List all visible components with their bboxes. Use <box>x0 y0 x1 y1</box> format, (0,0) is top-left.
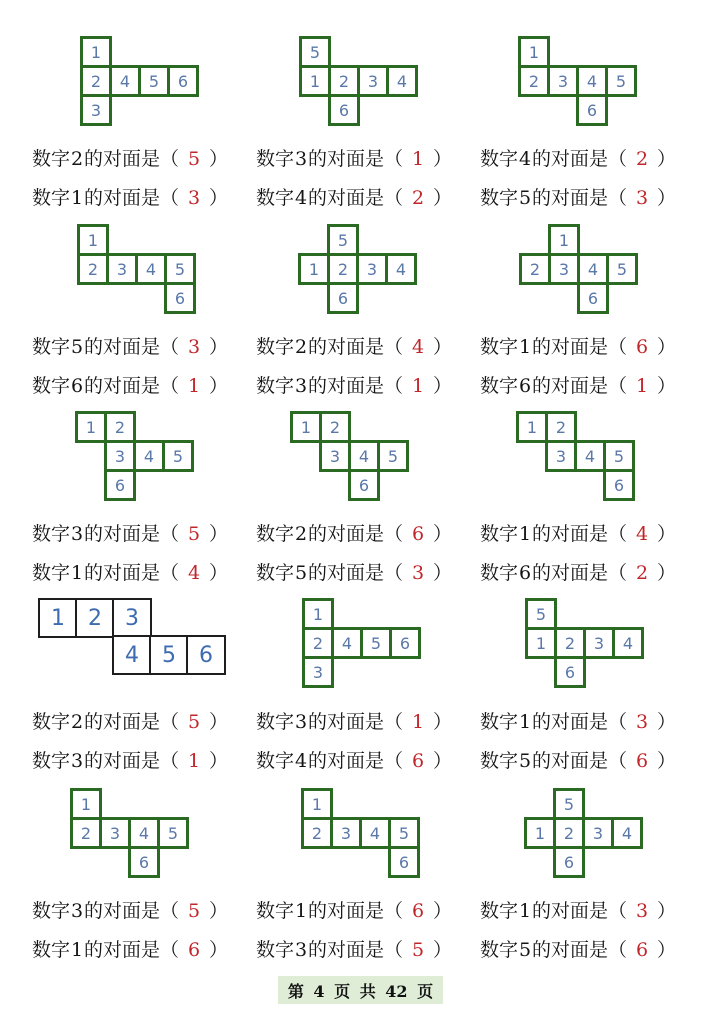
answer-value: 6 <box>635 750 649 772</box>
question-prefix: 数字 <box>256 711 295 733</box>
question-number: 2 <box>294 523 308 545</box>
answer-value: 5 <box>187 523 201 545</box>
question-number: 2 <box>70 711 84 733</box>
answer-value: 3 <box>635 187 649 209</box>
answer-value: 4 <box>411 336 425 358</box>
question-suffix: ） <box>657 187 677 209</box>
question-prefix: 数字 <box>32 750 71 772</box>
question-middle: 的对面是（ <box>532 523 628 545</box>
question-suffix: ） <box>433 711 453 733</box>
question-number: 1 <box>70 939 84 961</box>
net-8-face: 6 <box>348 469 380 501</box>
question-line <box>256 711 452 733</box>
answer-value: 5 <box>187 711 201 733</box>
net-6-face: 3 <box>548 253 580 285</box>
net-12-face: 3 <box>583 627 615 659</box>
net-8-face: 4 <box>348 440 380 472</box>
net-6-face: 6 <box>577 282 609 314</box>
question-prefix: 数字 <box>256 523 295 545</box>
question-line <box>480 750 676 772</box>
question-suffix: ） <box>209 336 229 358</box>
question-number: 6 <box>518 375 532 397</box>
question-prefix: 数字 <box>256 562 295 584</box>
net-10-face: 3 <box>112 598 152 638</box>
question-number: 4 <box>518 148 532 170</box>
question-line <box>480 939 676 961</box>
question-middle: 的对面是（ <box>532 336 628 358</box>
net-6-face: 1 <box>548 224 580 256</box>
net-3-face: 1 <box>518 36 550 68</box>
net-12-face: 6 <box>554 656 586 688</box>
answer-value: 1 <box>635 375 649 397</box>
net-1-face: 5 <box>138 65 170 97</box>
answer-value: 1 <box>411 711 425 733</box>
question-suffix: ） <box>209 711 229 733</box>
net-13-face: 5 <box>157 817 189 849</box>
question-suffix: ） <box>209 523 229 545</box>
question-number: 1 <box>518 900 532 922</box>
question-line <box>32 750 228 772</box>
question-number: 1 <box>518 523 532 545</box>
question-middle: 的对面是（ <box>84 187 180 209</box>
question-line <box>256 900 452 922</box>
question-suffix: ） <box>657 939 677 961</box>
question-middle: 的对面是（ <box>84 711 180 733</box>
question-middle: 的对面是（ <box>84 523 180 545</box>
question-line <box>480 375 676 397</box>
question-number: 5 <box>518 750 532 772</box>
question-number: 3 <box>294 711 308 733</box>
question-suffix: ） <box>209 939 229 961</box>
net-14-face: 2 <box>301 817 333 849</box>
question-line <box>32 711 228 733</box>
net-4-face: 1 <box>77 224 109 256</box>
net-14-face: 4 <box>359 817 391 849</box>
net-9-face: 1 <box>516 411 548 443</box>
question-number: 3 <box>70 900 84 922</box>
net-3-face: 6 <box>576 94 608 126</box>
net-8-face: 1 <box>290 411 322 443</box>
question-prefix: 数字 <box>480 750 519 772</box>
net-12-face: 1 <box>525 627 557 659</box>
question-suffix: ） <box>433 336 453 358</box>
answer-value: 3 <box>635 900 649 922</box>
question-suffix: ） <box>209 562 229 584</box>
question-suffix: ） <box>433 148 453 170</box>
net-14-face: 3 <box>330 817 362 849</box>
question-suffix: ） <box>657 562 677 584</box>
question-line <box>32 336 228 358</box>
net-2-face: 2 <box>328 65 360 97</box>
net-1-face: 6 <box>167 65 199 97</box>
net-4-face: 5 <box>164 253 196 285</box>
question-number: 5 <box>70 336 84 358</box>
question-line <box>480 148 676 170</box>
question-suffix: ） <box>657 523 677 545</box>
question-middle: 的对面是（ <box>308 939 404 961</box>
question-prefix: 数字 <box>32 523 71 545</box>
question-middle: 的对面是（ <box>84 148 180 170</box>
question-number: 1 <box>70 187 84 209</box>
question-line <box>32 148 228 170</box>
question-middle: 的对面是（ <box>308 523 404 545</box>
question-line <box>32 939 228 961</box>
net-15-face: 6 <box>553 846 585 878</box>
question-suffix: ） <box>209 187 229 209</box>
question-suffix: ） <box>433 187 453 209</box>
net-1-face: 4 <box>109 65 141 97</box>
question-suffix: ） <box>657 750 677 772</box>
net-15-face: 4 <box>611 817 643 849</box>
question-line <box>480 900 676 922</box>
net-5-face: 2 <box>327 253 359 285</box>
answer-value: 5 <box>187 900 201 922</box>
net-3-face: 4 <box>576 65 608 97</box>
question-number: 1 <box>70 562 84 584</box>
net-5-face: 1 <box>298 253 330 285</box>
net-13-face: 6 <box>128 846 160 878</box>
question-prefix: 数字 <box>480 523 519 545</box>
question-middle: 的对面是（ <box>532 562 628 584</box>
net-12-face: 5 <box>525 598 557 630</box>
net-15-face: 3 <box>582 817 614 849</box>
net-10-face: 5 <box>149 635 189 675</box>
question-middle: 的对面是（ <box>532 711 628 733</box>
answer-value: 6 <box>411 900 425 922</box>
question-middle: 的对面是（ <box>84 750 180 772</box>
net-2-face: 5 <box>299 36 331 68</box>
net-10-face: 2 <box>75 598 115 638</box>
net-15-face: 1 <box>524 817 556 849</box>
question-prefix: 数字 <box>480 562 519 584</box>
question-suffix: ） <box>433 523 453 545</box>
question-middle: 的对面是（ <box>84 336 180 358</box>
net-5-face: 5 <box>327 224 359 256</box>
net-12-face: 4 <box>612 627 644 659</box>
question-number: 6 <box>70 375 84 397</box>
question-prefix: 数字 <box>32 375 71 397</box>
answer-value: 3 <box>187 336 201 358</box>
question-suffix: ） <box>209 750 229 772</box>
question-number: 3 <box>70 750 84 772</box>
question-prefix: 数字 <box>480 148 519 170</box>
answer-value: 6 <box>411 750 425 772</box>
question-number: 1 <box>518 336 532 358</box>
question-prefix: 数字 <box>32 711 71 733</box>
answer-value: 3 <box>411 562 425 584</box>
net-5-face: 6 <box>327 282 359 314</box>
question-line <box>256 187 452 209</box>
question-number: 1 <box>294 900 308 922</box>
question-line <box>32 375 228 397</box>
net-11-face: 1 <box>302 598 334 630</box>
net-6-face: 4 <box>577 253 609 285</box>
net-7-face: 2 <box>104 411 136 443</box>
question-prefix: 数字 <box>32 939 71 961</box>
net-7-face: 1 <box>75 411 107 443</box>
question-number: 3 <box>294 148 308 170</box>
question-prefix: 数字 <box>480 187 519 209</box>
question-middle: 的对面是（ <box>532 148 628 170</box>
answer-value: 4 <box>187 562 201 584</box>
question-prefix: 数字 <box>480 375 519 397</box>
question-number: 4 <box>294 187 308 209</box>
question-middle: 的对面是（ <box>84 375 180 397</box>
answer-value: 1 <box>187 375 201 397</box>
question-middle: 的对面是（ <box>308 336 404 358</box>
answer-value: 5 <box>187 148 201 170</box>
answer-value: 6 <box>411 523 425 545</box>
question-prefix: 数字 <box>256 148 295 170</box>
question-line <box>32 187 228 209</box>
answer-value: 6 <box>635 939 649 961</box>
net-3-face: 5 <box>605 65 637 97</box>
question-line <box>256 523 452 545</box>
question-middle: 的对面是（ <box>308 148 404 170</box>
net-4-face: 4 <box>135 253 167 285</box>
question-suffix: ） <box>657 148 677 170</box>
question-number: 3 <box>70 523 84 545</box>
net-4-face: 2 <box>77 253 109 285</box>
net-2-face: 1 <box>299 65 331 97</box>
question-middle: 的对面是（ <box>308 562 404 584</box>
question-line <box>480 711 676 733</box>
net-13-face: 3 <box>99 817 131 849</box>
question-line <box>256 562 452 584</box>
question-middle: 的对面是（ <box>308 711 404 733</box>
net-3-face: 3 <box>547 65 579 97</box>
question-prefix: 数字 <box>256 375 295 397</box>
question-number: 2 <box>294 336 308 358</box>
question-middle: 的对面是（ <box>532 187 628 209</box>
net-9-face: 3 <box>545 440 577 472</box>
net-15-face: 2 <box>553 817 585 849</box>
answer-value: 4 <box>635 523 649 545</box>
question-suffix: ） <box>209 148 229 170</box>
question-line <box>480 336 676 358</box>
answer-value: 2 <box>411 187 425 209</box>
net-9-face: 6 <box>603 469 635 501</box>
net-14-face: 6 <box>388 846 420 878</box>
question-suffix: ） <box>433 900 453 922</box>
net-6-face: 2 <box>519 253 551 285</box>
question-line <box>480 523 676 545</box>
question-number: 5 <box>518 187 532 209</box>
question-middle: 的对面是（ <box>308 187 404 209</box>
question-prefix: 数字 <box>480 939 519 961</box>
answer-value: 1 <box>411 375 425 397</box>
net-1-face: 2 <box>80 65 112 97</box>
question-middle: 的对面是（ <box>532 939 628 961</box>
net-8-face: 2 <box>319 411 351 443</box>
net-9-face: 5 <box>603 440 635 472</box>
question-line <box>256 939 452 961</box>
question-middle: 的对面是（ <box>532 375 628 397</box>
question-prefix: 数字 <box>32 900 71 922</box>
question-middle: 的对面是（ <box>308 375 404 397</box>
question-suffix: ） <box>657 900 677 922</box>
net-11-face: 3 <box>302 656 334 688</box>
question-line <box>256 750 452 772</box>
net-14-face: 1 <box>301 788 333 820</box>
question-line <box>480 562 676 584</box>
net-8-face: 5 <box>377 440 409 472</box>
net-8-face: 3 <box>319 440 351 472</box>
question-number: 6 <box>518 562 532 584</box>
question-suffix: ） <box>657 711 677 733</box>
net-5-face: 3 <box>356 253 388 285</box>
answer-value: 1 <box>411 148 425 170</box>
net-6-face: 5 <box>606 253 638 285</box>
question-prefix: 数字 <box>32 187 71 209</box>
question-prefix: 数字 <box>256 336 295 358</box>
net-10-face: 6 <box>186 635 226 675</box>
question-suffix: ） <box>433 750 453 772</box>
question-number: 4 <box>294 750 308 772</box>
net-7-face: 3 <box>104 440 136 472</box>
net-11-face: 5 <box>360 627 392 659</box>
answer-value: 3 <box>187 187 201 209</box>
question-line <box>32 562 228 584</box>
question-prefix: 数字 <box>480 900 519 922</box>
net-4-face: 6 <box>164 282 196 314</box>
net-7-face: 4 <box>133 440 165 472</box>
net-13-face: 2 <box>70 817 102 849</box>
answer-value: 3 <box>635 711 649 733</box>
net-11-face: 6 <box>389 627 421 659</box>
question-prefix: 数字 <box>480 711 519 733</box>
net-9-face: 4 <box>574 440 606 472</box>
question-prefix: 数字 <box>32 562 71 584</box>
question-line <box>256 336 452 358</box>
net-7-face: 6 <box>104 469 136 501</box>
net-11-face: 4 <box>331 627 363 659</box>
answer-value: 5 <box>411 939 425 961</box>
net-2-face: 3 <box>357 65 389 97</box>
net-2-face: 4 <box>386 65 418 97</box>
question-number: 1 <box>518 711 532 733</box>
question-number: 3 <box>294 375 308 397</box>
net-5-face: 4 <box>385 253 417 285</box>
question-prefix: 数字 <box>480 336 519 358</box>
answer-value: 2 <box>635 148 649 170</box>
net-4-face: 3 <box>106 253 138 285</box>
question-prefix: 数字 <box>256 900 295 922</box>
question-line <box>32 900 228 922</box>
answer-value: 2 <box>635 562 649 584</box>
question-line <box>32 523 228 545</box>
question-middle: 的对面是（ <box>308 750 404 772</box>
question-middle: 的对面是（ <box>308 900 404 922</box>
net-3-face: 2 <box>518 65 550 97</box>
net-13-face: 1 <box>70 788 102 820</box>
question-prefix: 数字 <box>256 750 295 772</box>
net-1-face: 3 <box>80 94 112 126</box>
question-suffix: ） <box>209 375 229 397</box>
question-suffix: ） <box>209 900 229 922</box>
question-middle: 的对面是（ <box>84 939 180 961</box>
question-number: 5 <box>294 562 308 584</box>
question-suffix: ） <box>433 375 453 397</box>
net-9-face: 2 <box>545 411 577 443</box>
answer-value: 6 <box>635 336 649 358</box>
net-1-face: 1 <box>80 36 112 68</box>
answer-value: 6 <box>187 939 201 961</box>
page-footer: 第 4 页 共 42 页 <box>278 976 443 1004</box>
question-prefix: 数字 <box>256 939 295 961</box>
question-line <box>256 148 452 170</box>
question-middle: 的对面是（ <box>84 900 180 922</box>
question-prefix: 数字 <box>32 148 71 170</box>
question-middle: 的对面是（ <box>532 750 628 772</box>
net-10-face: 4 <box>112 635 152 675</box>
net-10-face: 1 <box>38 598 78 638</box>
question-suffix: ） <box>433 562 453 584</box>
question-line <box>480 187 676 209</box>
question-middle: 的对面是（ <box>84 562 180 584</box>
question-suffix: ） <box>657 375 677 397</box>
net-2-face: 6 <box>328 94 360 126</box>
question-line <box>256 375 452 397</box>
question-suffix: ） <box>657 336 677 358</box>
question-number: 3 <box>294 939 308 961</box>
question-suffix: ） <box>433 939 453 961</box>
question-number: 5 <box>518 939 532 961</box>
question-middle: 的对面是（ <box>532 900 628 922</box>
net-11-face: 2 <box>302 627 334 659</box>
net-7-face: 5 <box>162 440 194 472</box>
question-number: 2 <box>70 148 84 170</box>
question-prefix: 数字 <box>32 336 71 358</box>
net-15-face: 5 <box>553 788 585 820</box>
net-14-face: 5 <box>388 817 420 849</box>
answer-value: 1 <box>187 750 201 772</box>
net-12-face: 2 <box>554 627 586 659</box>
question-prefix: 数字 <box>256 187 295 209</box>
net-13-face: 4 <box>128 817 160 849</box>
